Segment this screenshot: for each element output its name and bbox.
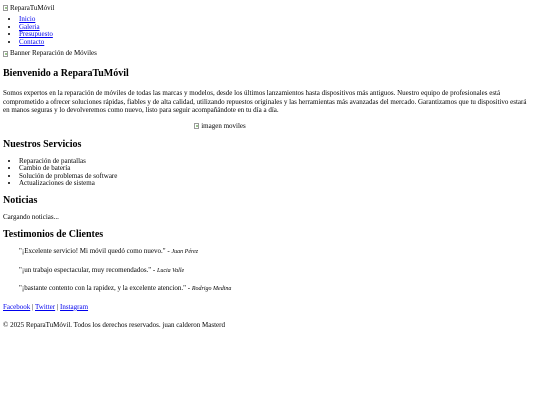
twitter-link[interactable]: Twitter <box>35 302 56 311</box>
testimonial-item <box>19 247 537 257</box>
banner-alt-text: Banner Reparación de Móviles <box>10 49 97 58</box>
site-logo <box>3 4 54 13</box>
testimonials-section <box>3 229 537 294</box>
facebook-link[interactable]: Facebook <box>3 302 31 311</box>
testimonials-title: Testimonios de Clientes <box>3 228 104 240</box>
social-links <box>3 303 537 312</box>
service-item: • Solución de problemas de software <box>19 173 537 181</box>
services-title: Nuestros Servicios <box>3 139 82 151</box>
site-footer <box>3 303 537 330</box>
testimonial-quote: "¡un trabajo espectacular, muy recomendados." <box>19 265 152 274</box>
phones-image-alt-text: imagen moviles <box>201 122 246 130</box>
service-item: • Cambio de batería <box>19 165 537 173</box>
copyright-text: © 2025 ReparaTuMóvil. Todos los derechos reservados. juan calderon Masterd <box>3 320 225 329</box>
site-header <box>3 3 537 46</box>
welcome-section <box>3 68 537 115</box>
testimonial-separator: - <box>186 284 192 293</box>
main-nav <box>3 16 537 46</box>
nav-link-galeria[interactable]: Galeria <box>19 22 40 31</box>
instagram-link[interactable]: Instagram <box>60 302 89 311</box>
testimonial-quote: "¡Excelente servicio! Mi móvil quedó como nuevo." <box>19 247 166 256</box>
banner-image <box>3 49 97 58</box>
testimonial-author: Juan Pérez <box>171 249 199 256</box>
testimonial-quote: "¡bastante contento con la rapidez, y la excelente atencion." <box>19 284 187 293</box>
nav-link-inicio[interactable]: Inicio <box>19 15 36 24</box>
testimonial-separator: - <box>165 247 172 256</box>
broken-image-icon <box>3 51 8 57</box>
news-title: Noticias <box>3 194 38 206</box>
social-separator: | <box>55 302 61 311</box>
service-item: • Actualizaciones de sistema <box>19 180 537 188</box>
nav-link-presupuesto[interactable]: Presupuesto <box>19 30 53 39</box>
social-separator: | <box>30 302 35 311</box>
phones-image <box>194 122 246 131</box>
welcome-text: Somos expertos en la reparación de móviles de todas las marcas y modelos, desde los últimos lanzamientos hasta dispositivos más antiguos. Nuestro equipo de profesionales está comprometido a ofrecer soluciones rápidas, fiables y de alta calidad, utilizando repuestos originales y las herramientas más avanzadas del mercado. Garantizamos que tu dispositivo estará en manos seguras y lo devolveremos como nuevo, listo para seguir acompañándote en tu día a día. <box>3 88 527 115</box>
service-item: • Reparación de pantallas <box>19 158 537 166</box>
services-list <box>3 158 537 188</box>
news-loading-text: Cargando noticias... <box>3 213 59 222</box>
news-section <box>3 195 537 222</box>
welcome-title: Bienvenido a ReparaTuMóvil <box>3 68 129 80</box>
logo-alt-text: ReparaTuMóvil <box>10 4 55 12</box>
testimonial-author: Rodrigo Medina <box>191 286 232 293</box>
nav-link-contacto[interactable]: Contacto <box>19 37 45 46</box>
broken-image-icon <box>3 5 8 11</box>
testimonial-item <box>19 266 537 276</box>
testimonial-author: Lucia Valle <box>157 267 185 274</box>
services-section <box>3 139 537 188</box>
broken-image-icon <box>194 123 199 129</box>
phones-image-wrapper <box>3 122 537 132</box>
testimonial-item <box>19 284 537 294</box>
testimonial-separator: - <box>151 265 158 274</box>
